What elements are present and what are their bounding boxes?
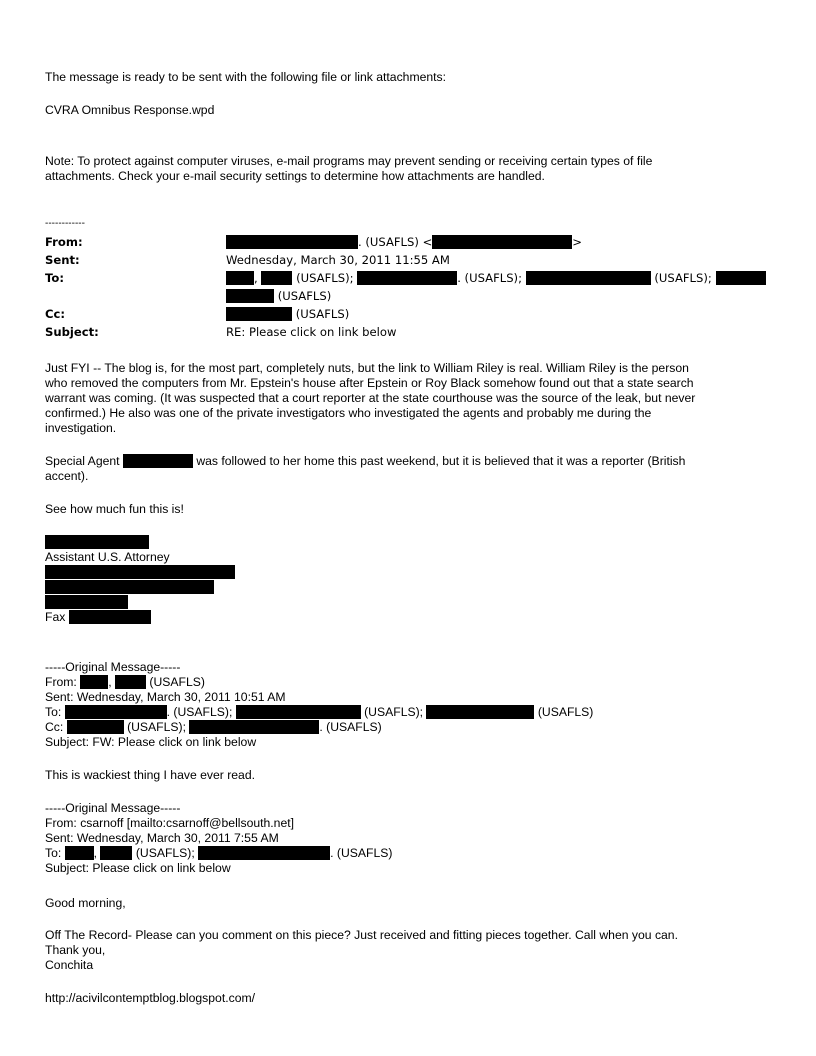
to-label: To: [45,271,64,285]
orig1-marker: -----Original Message----- [45,660,181,674]
signature-fax: Fax [45,610,151,625]
to-value: , (USAFLS); . (USAFLS); (USAFLS); [226,271,766,286]
note-line-1: Note: To protect against computer viruses, e-mail programs may prevent sending or receiving certain types of file [45,154,653,168]
blog-link[interactable]: http://acivilcontemptblog.blogspot.com/ [45,991,256,1005]
orig2-sent: Sent: Wednesday, March 30, 2011 7:55 AM [45,831,279,845]
orig2-line1: Off The Record- Please can you comment on this piece? Just received and fitting pieces together. Call when you can. [45,928,678,942]
redaction [80,675,108,689]
redaction [65,705,167,719]
body-p2-line2: accent). [45,469,89,483]
redaction [226,307,292,321]
orig2-marker: -----Original Message----- [45,801,181,815]
redaction [716,271,766,285]
body-p1-line3: warrant was coming. (It was suspected that a court reporter at the state courthouse was the source of the leak, but never [45,391,696,405]
redaction [45,535,149,549]
redaction [357,271,457,285]
redaction [123,454,193,468]
sent-value: Wednesday, March 30, 2011 11:55 AM [226,253,450,267]
body-p1-line5: investigation. [45,421,117,435]
orig2-greeting: Good morning, [45,896,126,910]
body-p1-line4: confirmed.) He also was one of the private investigators who investigated the agents and probably me during the [45,406,652,420]
orig1-sent: Sent: Wednesday, March 30, 2011 10:51 AM [45,690,286,704]
redaction [261,271,292,285]
orig2-line2: Thank you, [45,943,106,957]
from-value: . (USAFLS) < > [226,235,582,250]
subject-value: RE: Please click on link below [226,325,397,339]
orig2-to: To: , (USAFLS); . (USAFLS) [45,846,393,860]
cc-value: (USAFLS) [226,307,349,322]
sent-label: Sent: [45,253,80,267]
redaction [45,580,214,594]
redaction [100,846,132,860]
redaction [69,610,151,624]
redaction [226,271,254,285]
orig1-to: To: . (USAFLS); (USAFLS); (USAFLS) [45,705,594,719]
orig2-from: From: csarnoff [mailto:csarnoff@bellsouth.net] [45,816,295,830]
cc-label: Cc: [45,307,66,321]
orig1-from: From: , (USAFLS) [45,675,205,689]
redaction [198,846,330,860]
orig2-line3: Conchita [45,958,94,972]
orig1-body: This is wackiest thing I have ever read. [45,768,255,782]
redaction [65,846,94,860]
redaction [226,235,358,249]
redaction [236,705,361,719]
subject-label: Subject: [45,325,99,339]
redaction [45,565,235,579]
orig2-subject: Subject: Please click on link below [45,861,231,875]
redaction [526,271,651,285]
redaction [67,720,124,734]
redaction [432,235,572,249]
to-value-cont: (USAFLS) [226,289,331,304]
redaction [189,720,319,734]
orig1-subject: Subject: FW: Please click on link below [45,735,257,749]
ready-line: The message is ready to be sent with the following file or link attachments: [45,70,447,84]
note-line-2: attachments. Check your e-mail security settings to determine how attachments are handled. [45,169,545,183]
body-p1-line1: Just FYI -- The blog is, for the most part, completely nuts, but the link to William Riley is real. William Riley is the person [45,361,689,375]
body-p3: See how much fun this is! [45,502,184,516]
signature-title: Assistant U.S. Attorney [45,550,170,564]
attachment-name: CVRA Omnibus Response.wpd [45,103,215,117]
redaction [45,595,128,609]
from-label: From: [45,235,83,249]
header-separator: ------------ [45,218,85,229]
redaction [226,289,274,303]
body-p2-line1: Special Agent was followed to her home this past weekend, but it is believed that it was a reporter (British [45,454,686,468]
orig1-cc: Cc: (USAFLS); . (USAFLS) [45,720,382,734]
redaction [115,675,146,689]
redaction [426,705,534,719]
body-p1-line2: who removed the computers from Mr. Epstein's house after Epstein or Roy Black somehow found out that a state search [45,376,694,390]
